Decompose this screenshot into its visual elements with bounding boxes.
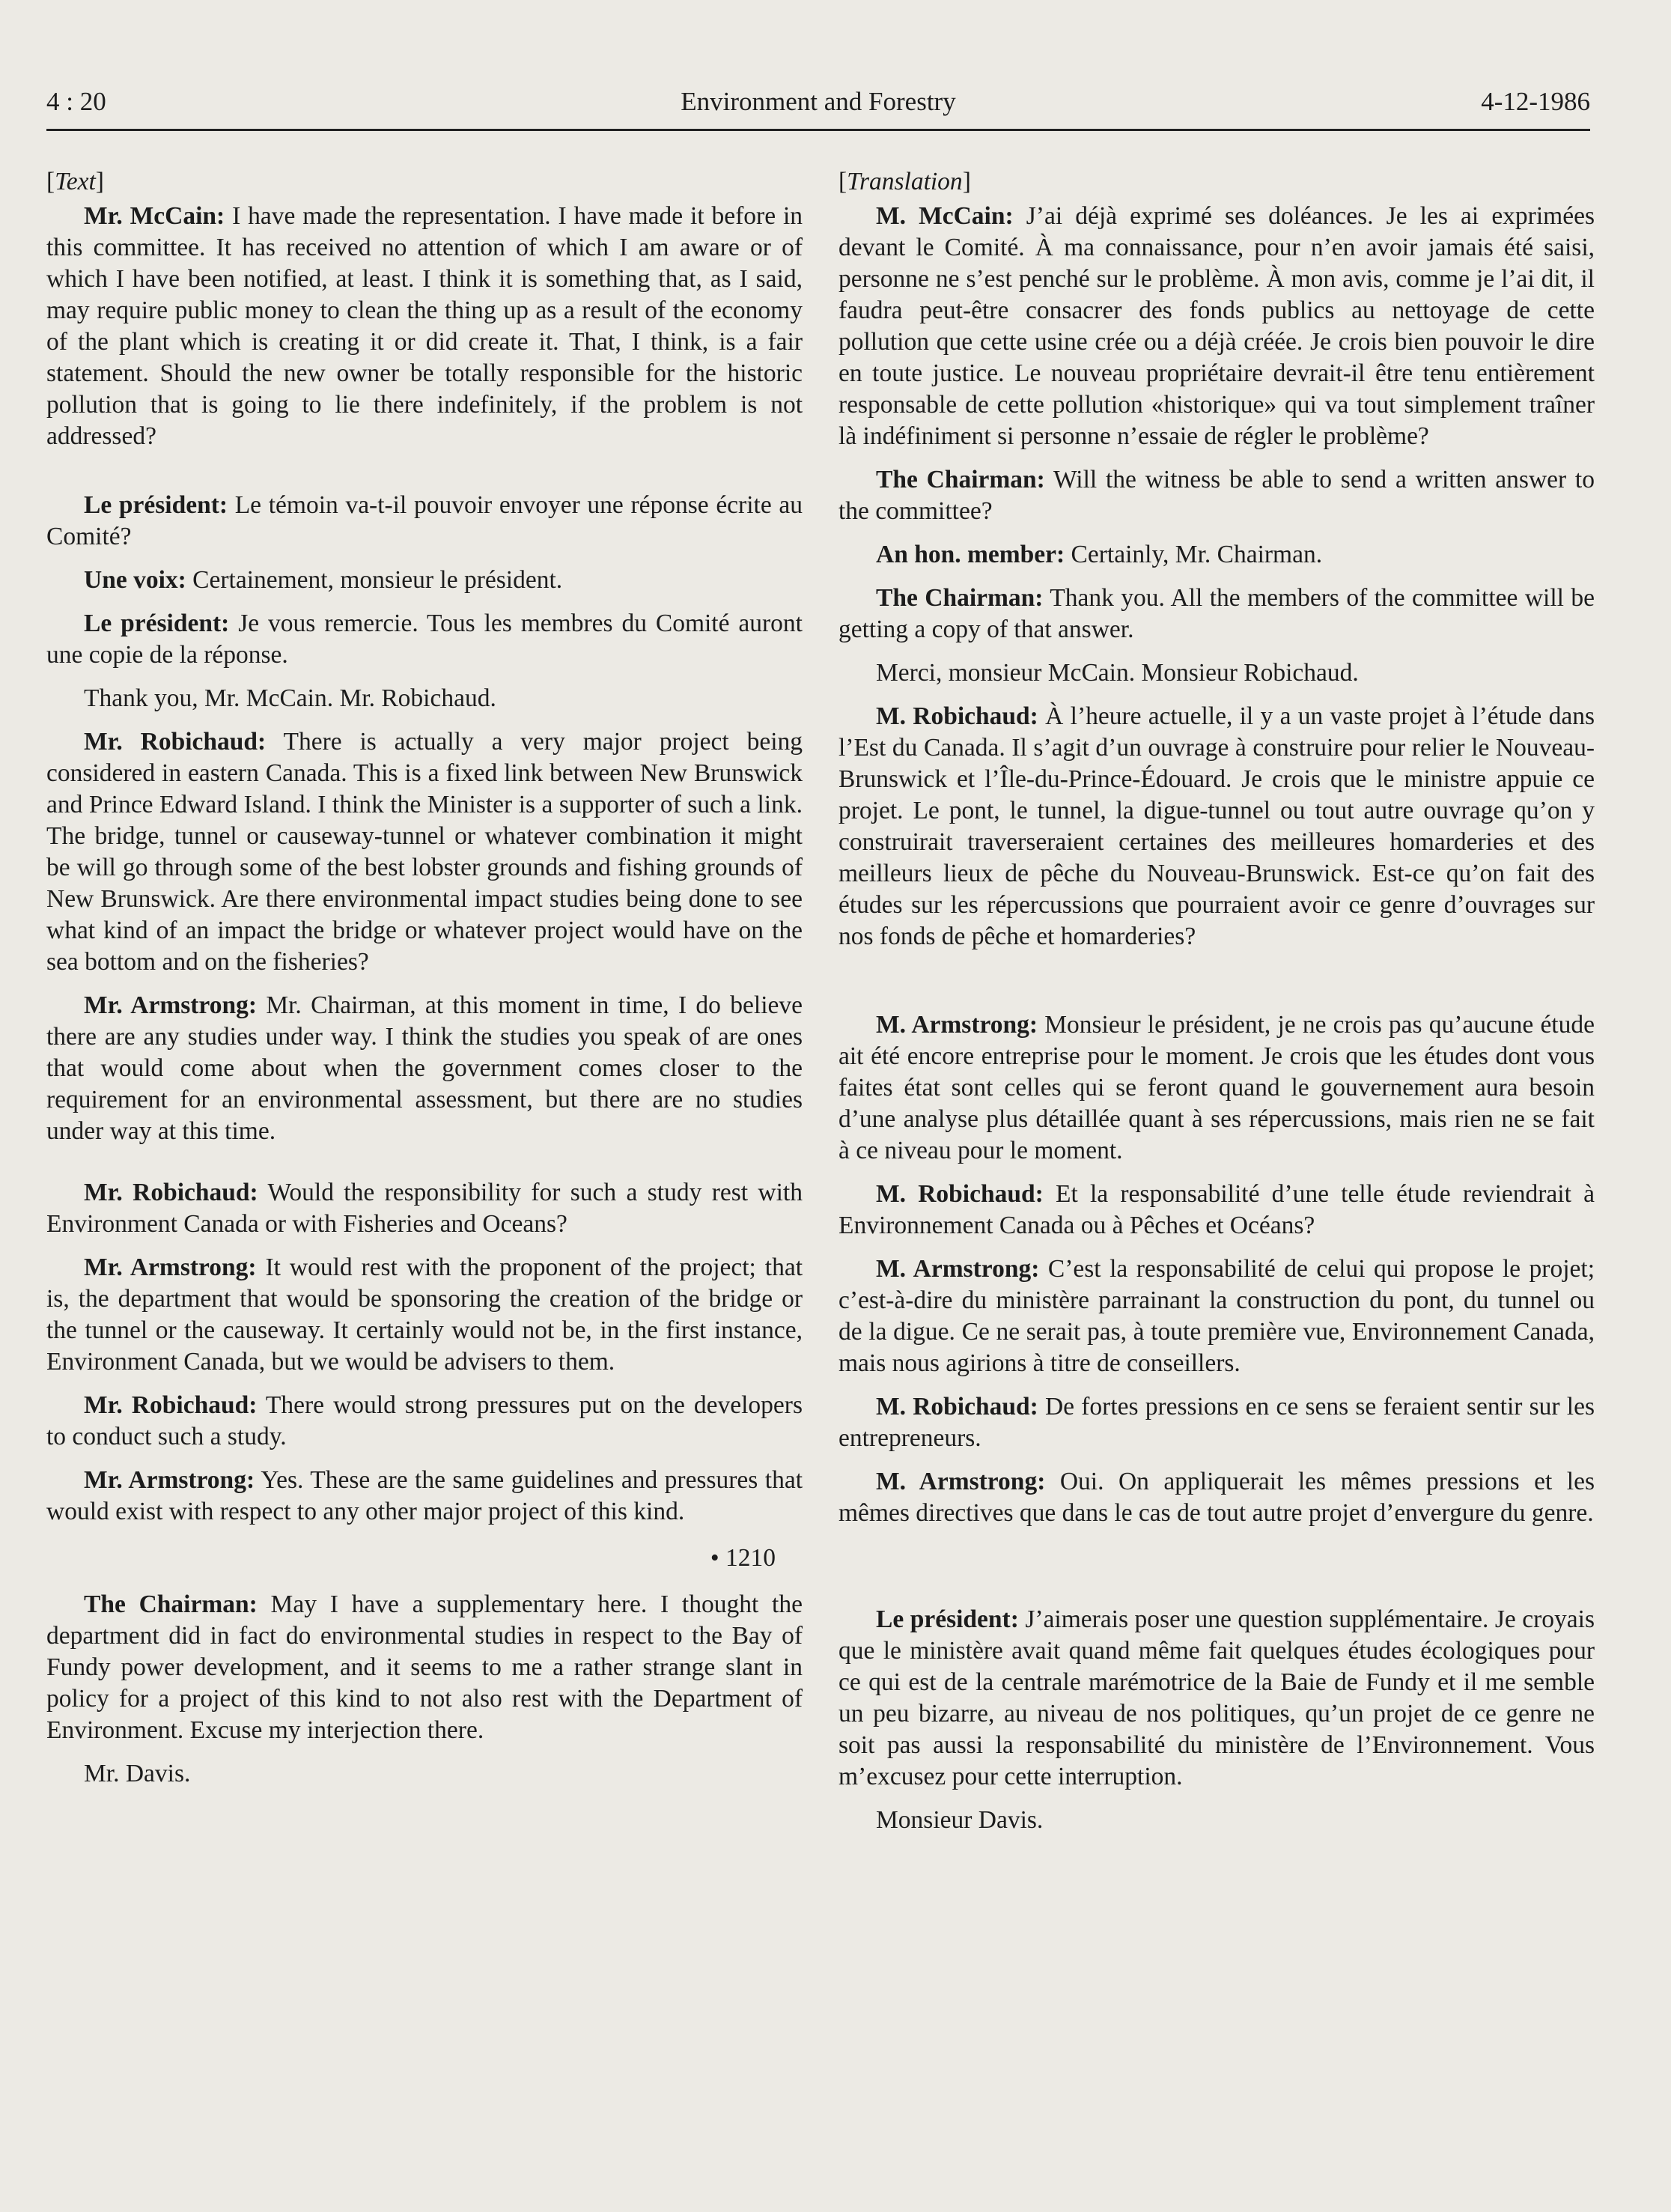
paragraph: M. Armstrong: C’est la responsabilité de celui qui propose le projet; c’est-à-dire du ministère parrainant la construction du pont, du tunnel ou de la digue. Ce ne serait pas, à toute première vue, Environnement Canada, mais nous agirions à titre de conseillers.: [838, 1255, 1595, 1377]
paragraph: An hon. member: Certainly, Mr. Chairman.: [876, 541, 1323, 568]
paragraph: M. Armstrong: Oui. On appliquerait les mêmes pressions et les mêmes directives que dans le cas de tout autre projet d’envergure du genre.: [838, 1468, 1595, 1527]
english-column: [46, 166, 803, 1802]
paragraph: Mr. Armstrong: Yes. These are the same guidelines and pressures that would exist with respect to any other major project of this kind.: [46, 1466, 803, 1525]
paragraph: Mr. Armstrong: Mr. Chairman, at this moment in time, I do believe there are any studies under way. I think the studies you speak of are ones that would come about when the government comes closer to the requirement for an environmental assessment, but there are no studies under way at this time.: [46, 991, 803, 1145]
column-label: [Text]: [46, 168, 104, 195]
paragraph: M. Robichaud: À l’heure actuelle, il y a un vaste projet à l’étude dans l’Est du Canada. Il s’agit d’un ouvrage à construire pour relier le Nouveau-Brunswick et l’Île-du-Prince-Édouard. Je crois que le ministre appuie ce projet. Le pont, le tunnel, la digue-tunnel ou tout autre ouvrage qu’on y construirait traverseraient certaines des meilleures homarderies et des meilleurs lieux de pêche du Nouveau-Brunswick. Est-ce qu’on fait des études sur les répercussions que pourraient avoir ce genre d’ouvrages sur nos fonds de pêche et homarderies?: [838, 702, 1595, 950]
paragraph: M. McCain: J’ai déjà exprimé ses doléances. Je les ai exprimées devant le Comité. À ma connaissance, pour n’en avoir jamais été saisi, personne ne s’est penché sur le problème. À mon avis, comme je l’ai dit, il faudra peut-être consacrer des fonds publics au nettoyage de cette pollution que cette usine crée ou a déjà créée. Je crois bien pouvoir le dire en toute justice. Le nouveau propriétaire devrait-il être tenu entièrement responsable de cette pollution «historique» qui va tout simplement traîner là indéfiniment si personne n’essaie de régler le problème?: [838, 202, 1595, 450]
paragraph: Mr. Robichaud: There is actually a very major project being considered in eastern Canada. This is a fixed link between New Brunswick and Prince Edward Island. I think the Minister is a supporter of such a link. The bridge, tunnel or causeway-tunnel or whatever combination it might be will go through some of the best lobster grounds and fishing grounds of New Brunswick. Are there environmental impact studies being done to see what kind of an impact the bridge or whatever project would have on the sea bottom and on the fisheries?: [46, 728, 803, 976]
paragraph: The Chairman: Thank you. All the members of the committee will be getting a copy of that answer.: [838, 584, 1595, 643]
paragraph: The Chairman: Will the witness be able to send a written answer to the committee?: [838, 466, 1595, 525]
paragraph: Une voix: Certainement, monsieur le président.: [84, 566, 563, 594]
paragraph: Mr. Robichaud: There would strong pressures put on the developers to conduct such a study.: [46, 1391, 803, 1450]
page-date: 4-12-1986: [1481, 87, 1590, 116]
paragraph: Mr. McCain: I have made the representation. I have made it before in this committee. It has received no attention of which I am aware or of which I have been notified, at least. I think it is something that, as I said, may require public money to clean the thing up as a result of the economy of the plant which is creating it or did create it. That, I think, is a fair statement. Should the new owner be totally responsible for the historic pollution that is going to lie there indefinitely, if the problem is not addressed?: [46, 202, 803, 450]
paragraph: Le président: Je vous remercie. Tous les membres du Comité auront une copie de la réponse.: [46, 610, 803, 669]
paragraph: Mr. Robichaud: Would the responsibility for such a study rest with Environment Canada or with Fisheries and Oceans?: [46, 1179, 803, 1238]
page-header: [46, 84, 1590, 131]
paragraph: Merci, monsieur McCain. Monsieur Robichaud.: [876, 659, 1359, 687]
column-label: [Translation]: [838, 168, 971, 195]
paragraph: The Chairman: May I have a supplementary here. I thought the department did in fact do environmental studies in respect to the Bay of Fundy power development, and it seems to me a rather strange slant in policy for a project of this kind to not also rest with the Department of Environment. Excuse my interjection there.: [46, 1590, 803, 1744]
paragraph: Thank you, Mr. McCain. Mr. Robichaud.: [84, 684, 496, 712]
paragraph: Le président: J’aimerais poser une question supplémentaire. Je croyais que le ministère avait quand même fait quelques études écologiques pour ce qui est de la centrale marémotrice de la Baie de Fundy et il me semble un peu bizarre, au niveau de nos politiques, qu’un projet de ce genre ne soit pas aussi la responsabilité du ministère de l’Environnement. Vous m’excusez pour cette interruption.: [838, 1605, 1595, 1790]
paragraph: Mr. Davis.: [84, 1760, 191, 1787]
paragraph: M. Robichaud: Et la responsabilité d’une telle étude reviendrait à Environnement Canada ou à Pêches et Océans?: [838, 1180, 1595, 1239]
paragraph: Le président: Le témoin va-t-il pouvoir envoyer une réponse écrite au Comité?: [46, 491, 803, 550]
paragraph: M. Robichaud: De fortes pressions en ce sens se feraient sentir sur les entrepreneurs.: [838, 1393, 1595, 1452]
time-marker: • 1210: [710, 1544, 776, 1572]
paragraph: Monsieur Davis.: [876, 1806, 1044, 1834]
page-title: Environment and Forestry: [681, 87, 956, 116]
page-number: 4 : 20: [46, 87, 106, 116]
paragraph: Mr. Armstrong: It would rest with the proponent of the project; that is, the department that would be sponsoring the creation of the bridge or the tunnel or the causeway. It certainly would not be, in the first instance, Environment Canada, but we would be advisers to them.: [46, 1254, 803, 1376]
french-column: [838, 166, 1595, 1848]
paragraph: M. Armstrong: Monsieur le président, je ne crois pas qu’aucune étude ait été encore entreprise pour le moment. Je crois que les études dont vous faites état sont celles qui se feront quand le gouvernement aura besoin d’une analyse plus détaillée quant à ses répercussions, mais rien ne se fait à ce niveau pour le moment.: [838, 1011, 1595, 1164]
